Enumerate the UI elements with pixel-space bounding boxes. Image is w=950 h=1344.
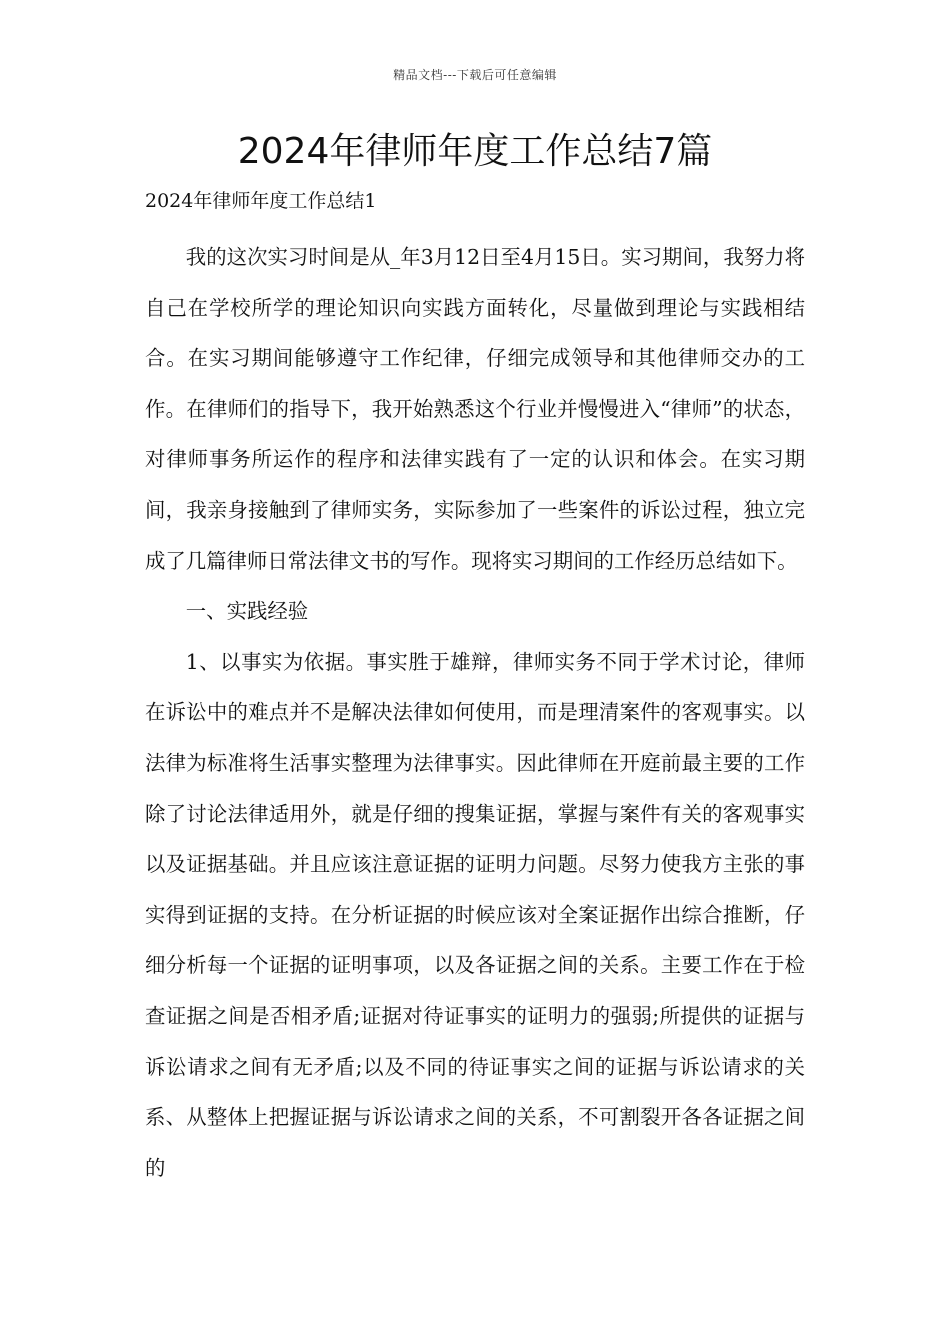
document-title: 2024年律师年度工作总结7篇 [237,131,713,172]
header-note: 精品文档---下载后可任意编辑 [393,68,557,82]
paragraph: 1、以事实为依据。事实胜于雄辩，律师实务不同于学术讨论，律师在诉讼中的难点并不是解决法律如何使用，而是理清案件的客观事实。以法律为标准将生活事实整理为法律事实。因此律师在开庭前最主要的工作除了讨论法律适用外，就是仔细的搜集证据，掌握与案件有关的客观事实以及证据基础。并且应该注意证据的证明力问题。尽努力使我方主张的事实得到证据的支持。在分析证据的时候应该对全案证据作出综合推断，仔细分析每一个证据的证明事项，以及各证据之间的关系。主要工作在于检查证据之间是否相矛盾;证据对待证事实的证明力的强弱;所提供的证据与诉讼请求之间有无矛盾;以及不同的待证事实之间的证据与诉讼请求的关系、从整体上把握证据与诉讼请求之间的关系，不可割裂开各各证据之间的 [145,649,805,1180]
body-text [145,232,805,1193]
section-heading: 一、实践经验 [185,599,309,624]
section-subtitle: 2024年律师年度工作总结1 [145,190,377,212]
paragraph: 我的这次实习时间是从_年3月12日至4月15日。实习期间，我努力将自己在学校所学的理论知识向实践方面转化，尽量做到理论与实践相结合。在实习期间能够遵守工作纪律，仔细完成领导和其他律师交办的工作。在律师们的指导下，我开始熟悉这个行业并慢慢进入“律师”的状态，对律师事务所运作的程序和法律实践有了一定的认识和体会。在实习期间，我亲身接触到了律师实务，实际参加了一些案件的诉讼过程，独立完成了几篇律师日常法律文书的写作。现将实习期间的工作经历总结如下。 [145,245,805,573]
